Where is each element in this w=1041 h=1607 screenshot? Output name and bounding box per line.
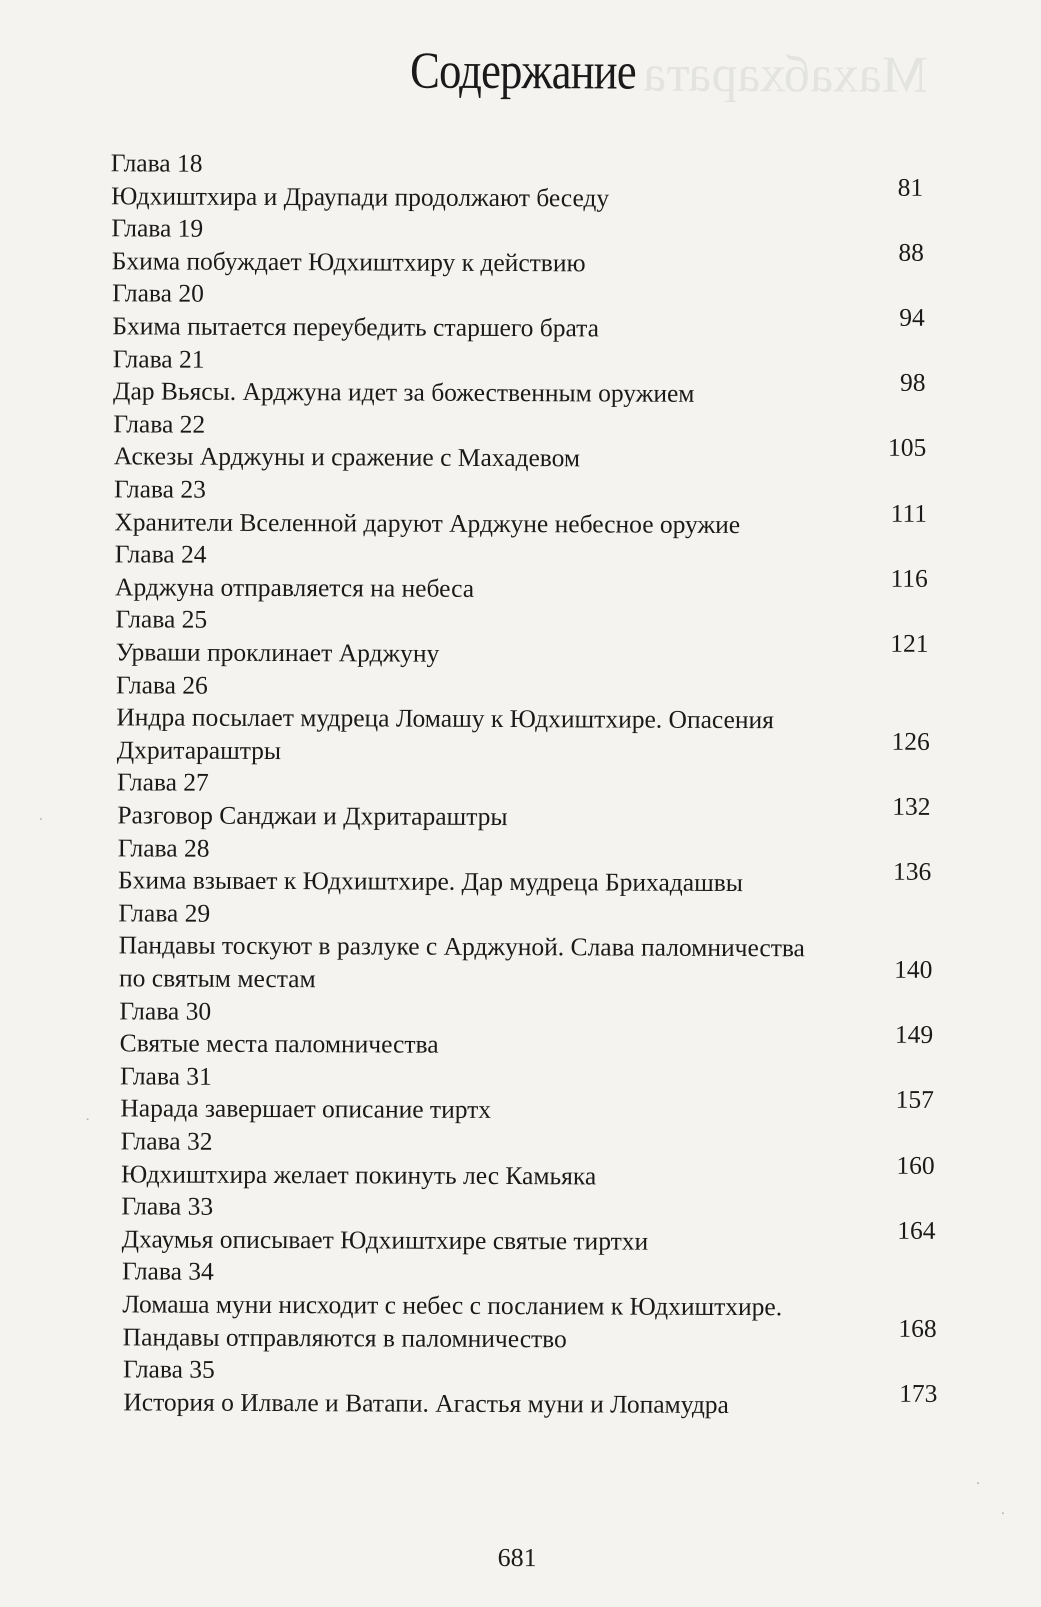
paper-speck: [87, 1118, 89, 1120]
chapter-heading: Бхима взывает к Юдхиштхире. Дар мудреца Брихадашвы: [117, 865, 743, 898]
chapter-label: Глава 22: [113, 409, 206, 439]
page-ref: 164: [897, 1215, 936, 1245]
page-ref: 168: [898, 1313, 937, 1343]
chapter-label: Глава 31: [119, 1061, 212, 1091]
page-ref: 140: [894, 954, 933, 984]
chapter-label: Глава 23: [114, 474, 206, 504]
chapter-label: Глава 21: [112, 343, 205, 374]
chapter-heading: Пандавы тоскуют в разлуке с Арджуной. Слава паломничества: [118, 930, 805, 963]
page-ref: 94: [899, 302, 925, 332]
paper-speck: [40, 818, 42, 820]
chapter-heading: История о Илвале и Ватапи. Агастья муни и Лопамудра: [123, 1387, 729, 1419]
chapter-heading: Пандавы отправляются в паломничество: [122, 1321, 567, 1353]
chapter-heading: Хранители Вселенной даруют Арджуне небесное оружие: [114, 506, 741, 539]
chapter-heading: Юдхиштхира желает покинуть лес Камьяка: [120, 1158, 597, 1191]
page-ref: 132: [892, 791, 931, 821]
chapter-heading: Святые места паломничества: [119, 1028, 439, 1059]
bleed-through-text: Махабхарата: [643, 45, 929, 104]
chapter-heading: Арджуна отправляется на небеса: [115, 572, 475, 603]
page-ref: 116: [890, 563, 928, 593]
chapter-label: Глава 28: [117, 832, 210, 863]
chapter-label: Глава 24: [114, 539, 207, 569]
page-ref: 173: [899, 1378, 938, 1408]
chapter-heading: Нарада завершает описание тиртх: [120, 1093, 492, 1125]
chapter-label: Глава 29: [118, 898, 211, 928]
chapter-label: Глава 25: [115, 604, 208, 635]
chapter-label: Глава 33: [121, 1191, 214, 1221]
chapter-label: Глава 20: [112, 278, 204, 309]
page-ref: 121: [890, 628, 929, 658]
chapter-heading: Ломаша муни нисходит с небес с посланием к Юдхиштхире.: [122, 1289, 783, 1322]
chapter-label: Глава 27: [117, 767, 209, 798]
chapter-heading: Юдхиштхира и Драупади продолжают беседу: [111, 180, 610, 213]
page-ref: 149: [894, 1019, 934, 1050]
chapter-label: Глава 18: [110, 148, 203, 178]
chapter-heading: Урваши проклинает Арджуну: [115, 637, 440, 668]
page-ref: 157: [895, 1085, 935, 1115]
page-ref: 98: [899, 367, 926, 398]
chapter-label: Глава 34: [121, 1256, 214, 1287]
paper-speck: [1002, 1512, 1004, 1514]
chapter-label: Глава 35: [122, 1354, 215, 1384]
chapter-heading: Дхритараштры: [116, 735, 282, 765]
page-ref: 88: [898, 237, 925, 267]
chapter-label: Глава 19: [111, 213, 204, 243]
chapter-label: Глава 26: [116, 669, 208, 700]
page-ref: 136: [892, 856, 932, 887]
page-ref: 160: [896, 1150, 935, 1180]
chapter-heading: Дар Вьясы. Арджуна идет за божественным оружием: [113, 376, 695, 409]
paper-speck: [977, 1482, 979, 1484]
chapter-heading: Разговор Санджаи и Дхритараштры: [117, 800, 508, 832]
chapter-heading: Дхаумья описывает Юдхиштхире святые тиртхи: [121, 1224, 649, 1256]
page-ref: 111: [890, 498, 928, 528]
chapter-heading: Индра посылает мудреца Ломашу к Юдхиштхире. Опасения: [116, 702, 774, 735]
chapter-label: Глава 32: [120, 1126, 213, 1156]
chapter-heading: Бхима побуждает Юдхиштхиру к действию: [111, 246, 586, 278]
page-ref: 81: [897, 172, 924, 202]
page-number: 681: [497, 1542, 537, 1573]
chapter-heading: Бхима пытается переубедить старшего брата: [112, 311, 600, 343]
chapter-label: Глава 30: [119, 995, 212, 1026]
page-ref: 126: [891, 726, 930, 756]
page-title: Содержание: [409, 42, 636, 101]
chapter-heading: Аскезы Арджуны и сражение с Махадевом: [113, 441, 581, 473]
page-ref: 105: [887, 433, 927, 463]
chapter-heading: по святым местам: [118, 963, 316, 994]
